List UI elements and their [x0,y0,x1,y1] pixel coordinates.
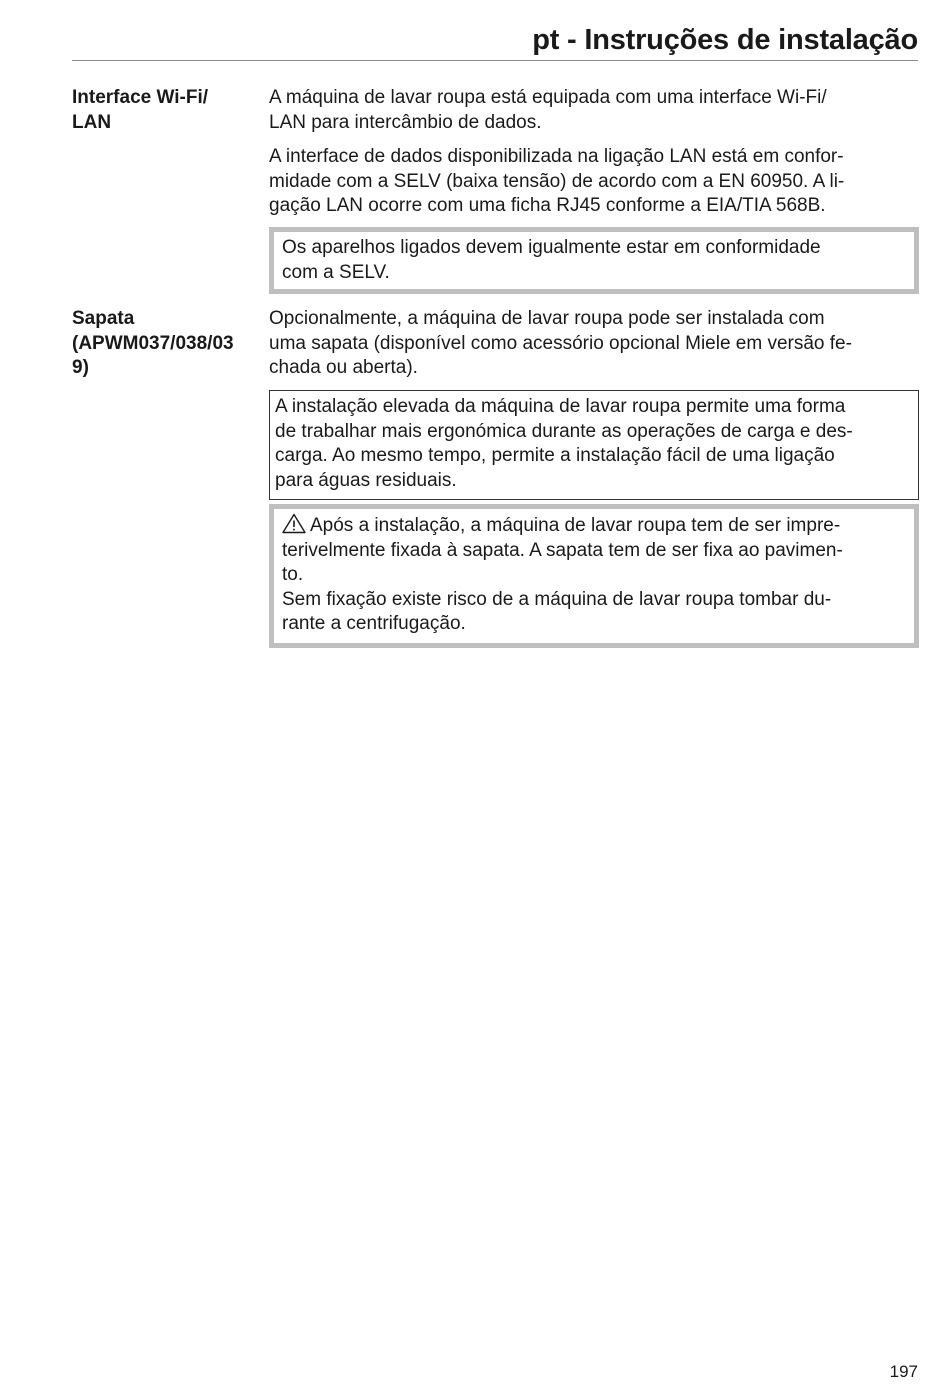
text-line: midade com a SELV (baixa tensão) de acordo com a EN 60950. A li- [269,170,845,192]
ergonomic-tip-box [269,390,919,500]
text-line: uma sapata (disponível como acessório opcional Miele em versão fe- [269,332,852,354]
heading-line: (APWM037/038/03 [72,332,234,354]
text-line: A máquina de lavar roupa está equipada com uma interface Wi-Fi/ [269,87,827,108]
text-line: Opcionalmente, a máquina de lavar roupa pode ser instalada com [269,308,825,329]
heading-line: Sapata [72,308,135,329]
warning-text: Após a instalação, a máquina de lavar roupa tem de ser impre- [310,515,841,536]
text-line: para águas residuais. [275,469,457,491]
text-line: terivelmente fixada à sapata. A sapata tem de ser fixa ao pavimen- [282,539,843,561]
text-line: de trabalhar mais ergonómica durante as operações de carga e des- [275,420,853,442]
text-line: com a SELV. [282,261,390,283]
text-line: A interface de dados disponibilizada na ligação LAN está em confor- [269,146,844,167]
wifi-paragraph-1 [269,86,919,135]
text-line: LAN para intercâmbio de dados. [269,111,542,133]
section-heading-wifi-lan [72,86,262,135]
text-line: carga. Ao mesmo tempo, permite a instalação fácil de uma ligação [275,445,835,466]
page-header [72,22,918,61]
page-title: pt - Instruções de instalação [532,24,918,56]
page-number: 197 [889,1362,918,1381]
heading-line: LAN [72,111,112,133]
wifi-paragraph-2 [269,145,919,219]
heading-line: Interface Wi-Fi/ [72,87,209,108]
text-line: Sem fixação existe risco de a máquina de lavar roupa tombar du- [282,588,832,610]
warning-triangle-icon [282,513,306,534]
text-line: A instalação elevada da máquina de lavar roupa permite uma forma [275,396,846,417]
text-line: gação LAN ocorre com uma ficha RJ45 conforme a EIA/TIA 568B. [269,195,826,216]
text-line: Os aparelhos ligados devem igualmente estar em conformidade [282,237,821,258]
sapata-paragraph [269,307,919,381]
section-heading-sapata [72,307,262,381]
text-line: to. [282,564,304,585]
text-line [282,513,906,539]
heading-line: 9) [72,357,89,378]
warning-box [269,504,919,648]
text-line: chada ou aberta). [269,357,418,378]
selv-note-box [269,227,919,294]
text-line: rante a centrifugação. [282,613,466,634]
